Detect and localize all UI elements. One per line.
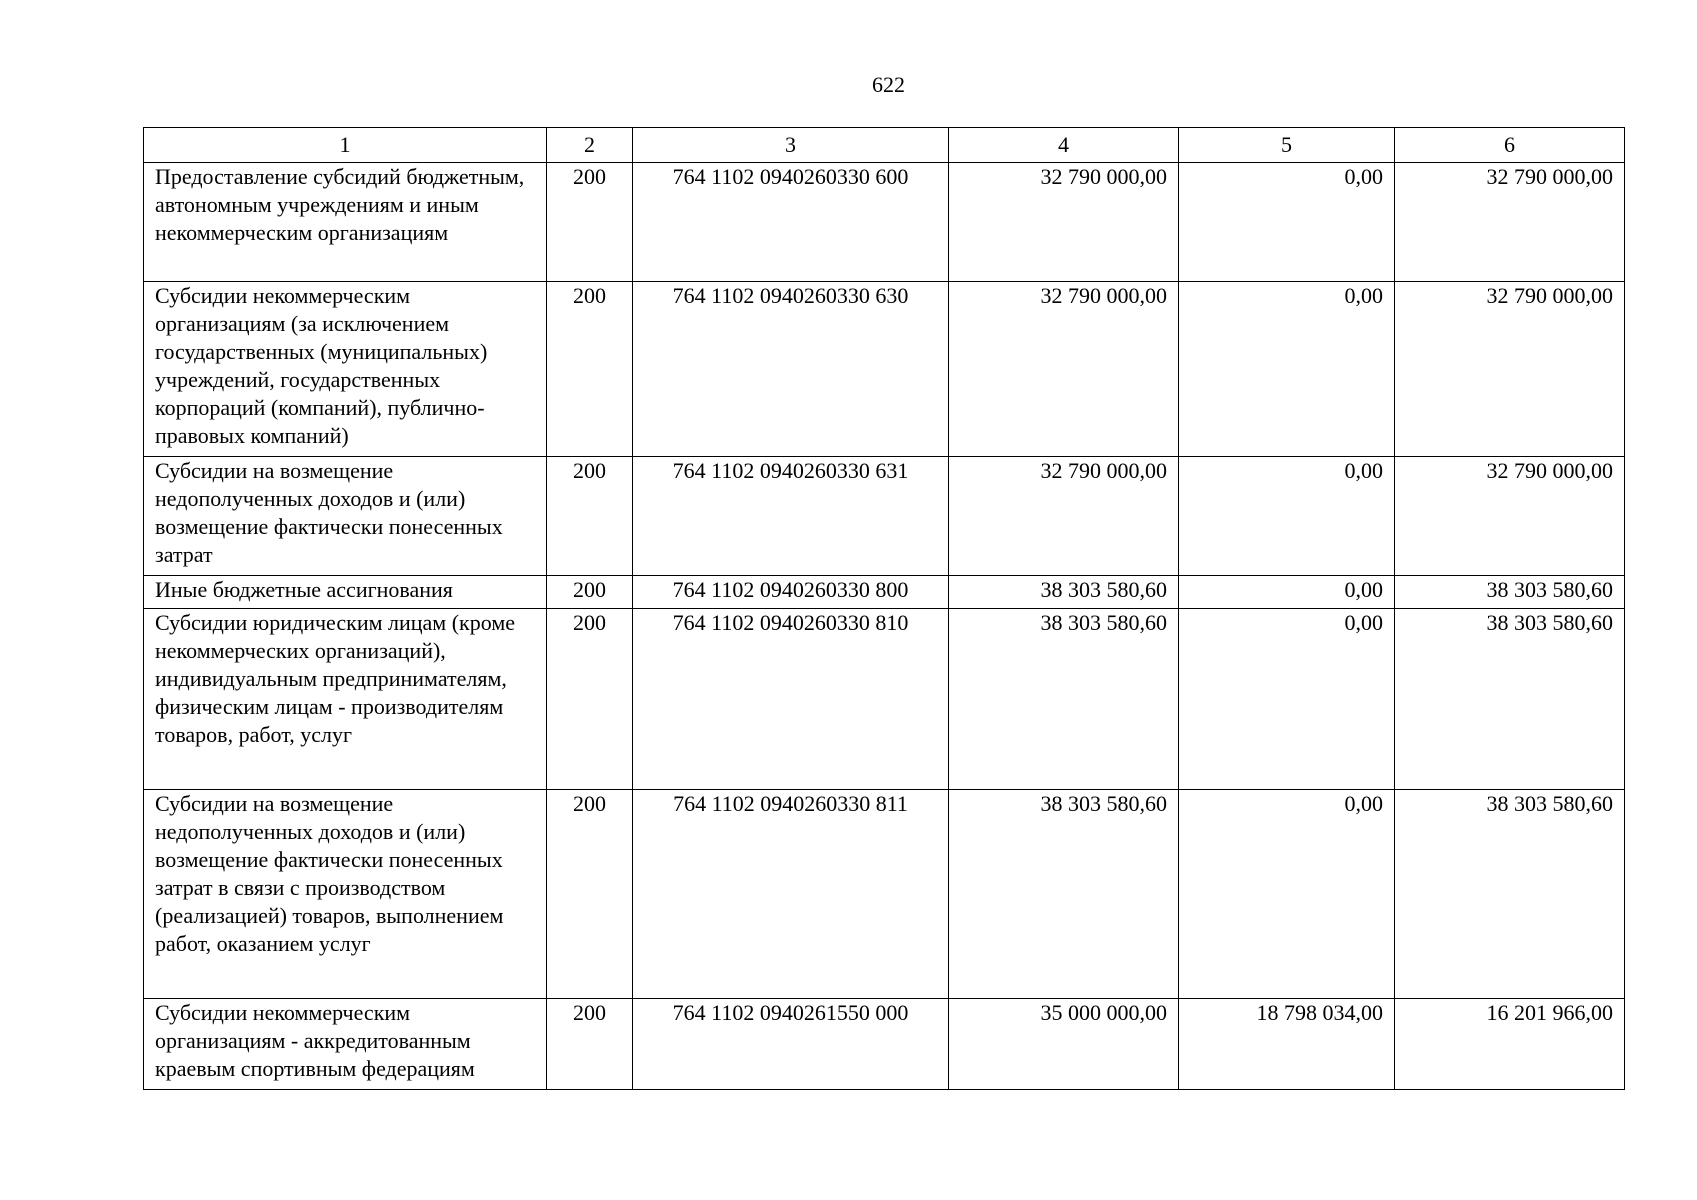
row-col5: 0,00	[1179, 790, 1395, 999]
row-code3: 764 1102 0940260330 800	[633, 576, 949, 609]
row-code2: 200	[547, 609, 633, 790]
table-row	[144, 282, 1625, 457]
page-number: 622	[872, 72, 905, 97]
row-code2: 200	[547, 457, 633, 576]
row-col4: 32 790 000,00	[949, 282, 1179, 457]
row-code3: 764 1102 0940260330 600	[633, 163, 949, 282]
row-code3: 764 1102 0940260330 810	[633, 609, 949, 790]
row-col6: 38 303 580,60	[1395, 609, 1625, 790]
row-code2: 200	[547, 163, 633, 282]
row-name: Субсидии юридическим лицам (кроме некоммерческих организаций), индивидуальным предпринимателям, физическим лицам - производителям товаров, работ, услуг	[144, 609, 547, 790]
row-col5: 0,00	[1179, 609, 1395, 790]
row-col6: 38 303 580,60	[1395, 790, 1625, 999]
row-col5: 0,00	[1179, 163, 1395, 282]
column-header: 6	[1395, 128, 1625, 163]
row-code2: 200	[547, 282, 633, 457]
row-code2: 200	[547, 790, 633, 999]
table-row	[144, 790, 1625, 999]
row-col4: 32 790 000,00	[949, 163, 1179, 282]
row-name: Субсидии на возмещение недополученных доходов и (или) возмещение фактически понесенных затрат в связи с производством (реализацией) товаров, выполнением работ, оказанием услуг	[144, 790, 547, 999]
column-header: 1	[144, 128, 547, 163]
row-name: Иные бюджетные ассигнования	[144, 576, 547, 609]
budget-table	[143, 127, 1625, 1090]
row-name: Субсидии на возмещение недополученных доходов и (или) возмещение фактически понесенных затрат	[144, 457, 547, 576]
row-col4: 38 303 580,60	[949, 790, 1179, 999]
table-row	[144, 576, 1625, 609]
row-code3: 764 1102 0940261550 000	[633, 999, 949, 1090]
row-col6: 32 790 000,00	[1395, 163, 1625, 282]
row-col4: 35 000 000,00	[949, 999, 1179, 1090]
row-name: Предоставление субсидий бюджетным, автономным учреждениям и иным некоммерческим организациям	[144, 163, 547, 282]
table-row	[144, 163, 1625, 282]
row-col6: 32 790 000,00	[1395, 282, 1625, 457]
row-name: Субсидии некоммерческим организациям (за исключением государственных (муниципальных) учреждений, государственных корпораций (компаний), публично-правовых компаний)	[144, 282, 547, 457]
row-col4: 32 790 000,00	[949, 457, 1179, 576]
row-col5: 0,00	[1179, 457, 1395, 576]
row-col6: 38 303 580,60	[1395, 576, 1625, 609]
table-row	[144, 609, 1625, 790]
table-row	[144, 457, 1625, 576]
row-col4: 38 303 580,60	[949, 609, 1179, 790]
row-name: Субсидии некоммерческим организациям - аккредитованным краевым спортивным федерациям	[144, 999, 547, 1090]
row-col4: 38 303 580,60	[949, 576, 1179, 609]
row-col6: 16 201 966,00	[1395, 999, 1625, 1090]
row-code2: 200	[547, 999, 633, 1090]
row-code3: 764 1102 0940260330 630	[633, 282, 949, 457]
table-header-row	[144, 128, 1625, 163]
row-code3: 764 1102 0940260330 811	[633, 790, 949, 999]
row-col5: 0,00	[1179, 282, 1395, 457]
column-header: 5	[1179, 128, 1395, 163]
row-code3: 764 1102 0940260330 631	[633, 457, 949, 576]
row-code2: 200	[547, 576, 633, 609]
row-col5: 18 798 034,00	[1179, 999, 1395, 1090]
column-header: 3	[633, 128, 949, 163]
row-col5: 0,00	[1179, 576, 1395, 609]
row-col6: 32 790 000,00	[1395, 457, 1625, 576]
table-row	[144, 999, 1625, 1090]
column-header: 4	[949, 128, 1179, 163]
column-header: 2	[547, 128, 633, 163]
